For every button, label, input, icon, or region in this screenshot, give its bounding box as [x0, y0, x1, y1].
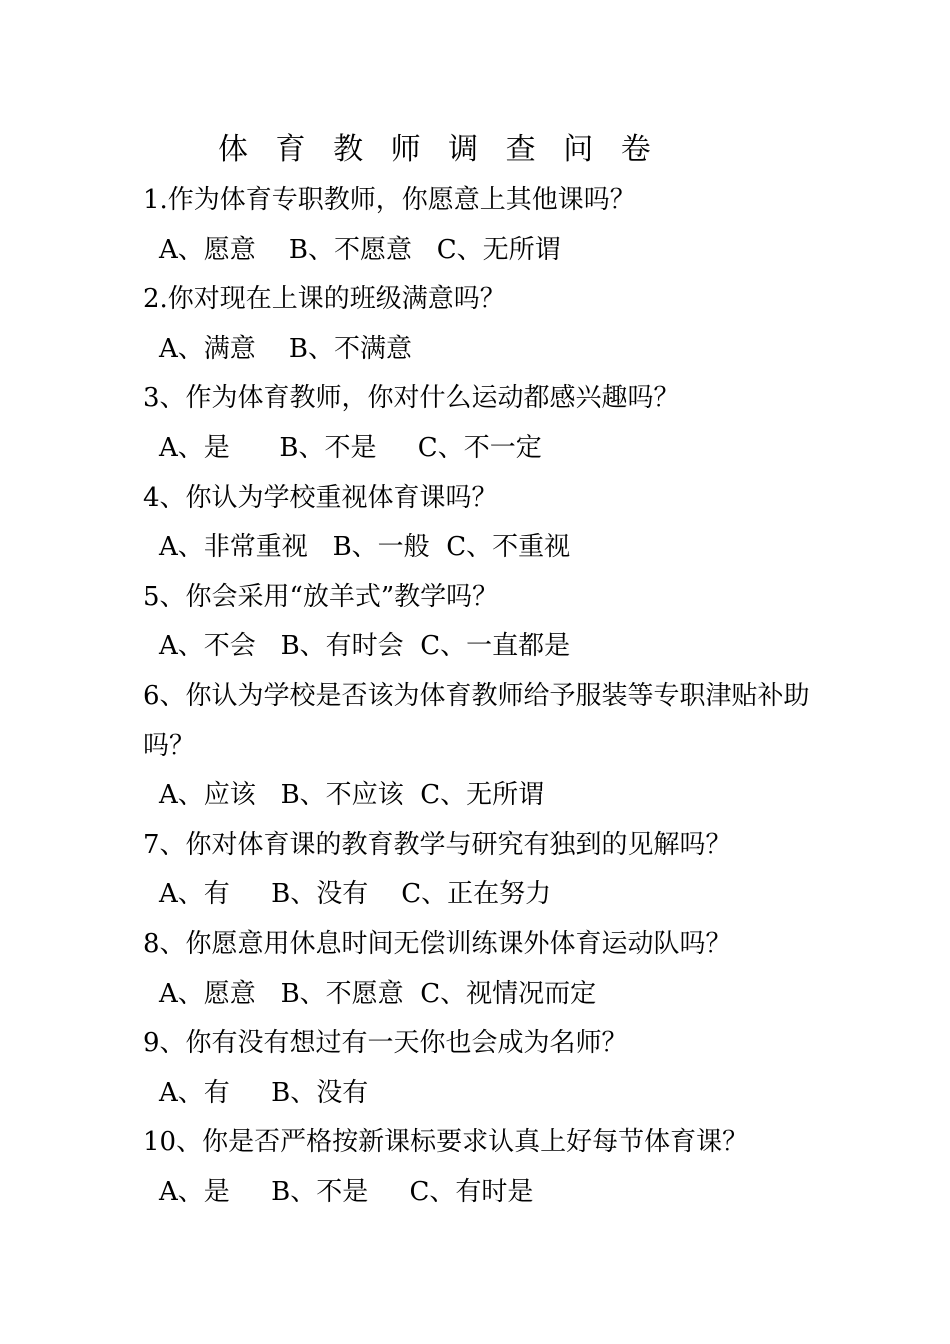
question-4: 4、你认为学校重视体育课吗？ [143, 482, 498, 513]
question-2: 2.你对现在上课的班级满意吗？ [143, 284, 506, 315]
question-8: 8、你愿意用休息时间无偿训练课外体育运动队吗？ [143, 928, 732, 959]
options-6: A、应该 B、不应该 C、无所谓 [159, 780, 545, 811]
question-list [143, 176, 823, 1217]
question-9: 9、你有没有想过有一天你也会成为名师？ [143, 1028, 628, 1059]
question-7: 7、你对体育课的教育教学与研究有独到的见解吗？ [143, 829, 732, 860]
options-8: A、愿意 B、不愿意 C、视情况而定 [159, 978, 597, 1009]
question-1: 1.作为体育专职教师，你愿意上其他课吗？ [143, 185, 636, 215]
options-2: A、满意 B、不满意 [159, 333, 412, 364]
question-3: 3、作为体育教师，你对什么运动都感兴趣吗？ [143, 383, 680, 414]
question-5: 5、你会采用“放羊式”教学吗？ [143, 581, 499, 612]
document-title: 体 育 教 师 调 查 问 卷 [218, 132, 660, 167]
options-7: A、有 B、没有 C、正在努力 [159, 879, 552, 910]
options-10: A、是 B、不是 C、有时是 [159, 1176, 534, 1207]
options-1: A、愿意 B、不愿意 C、无所谓 [159, 234, 561, 265]
options-5: A、不会 B、有时会 C、一直都是 [159, 631, 571, 662]
options-9: A、有 B、没有 [159, 1077, 369, 1108]
question-6: 6、你认为学校是否该为体育教师给予服装等专职津贴补助吗？ [143, 680, 810, 761]
question-10: 10、你是否严格按新课标要求认真上好每节体育课？ [143, 1127, 749, 1158]
options-3: A、是 B、不是 C、不一定 [159, 432, 542, 463]
options-4: A、非常重视 B、一般 C、不重视 [159, 532, 571, 563]
